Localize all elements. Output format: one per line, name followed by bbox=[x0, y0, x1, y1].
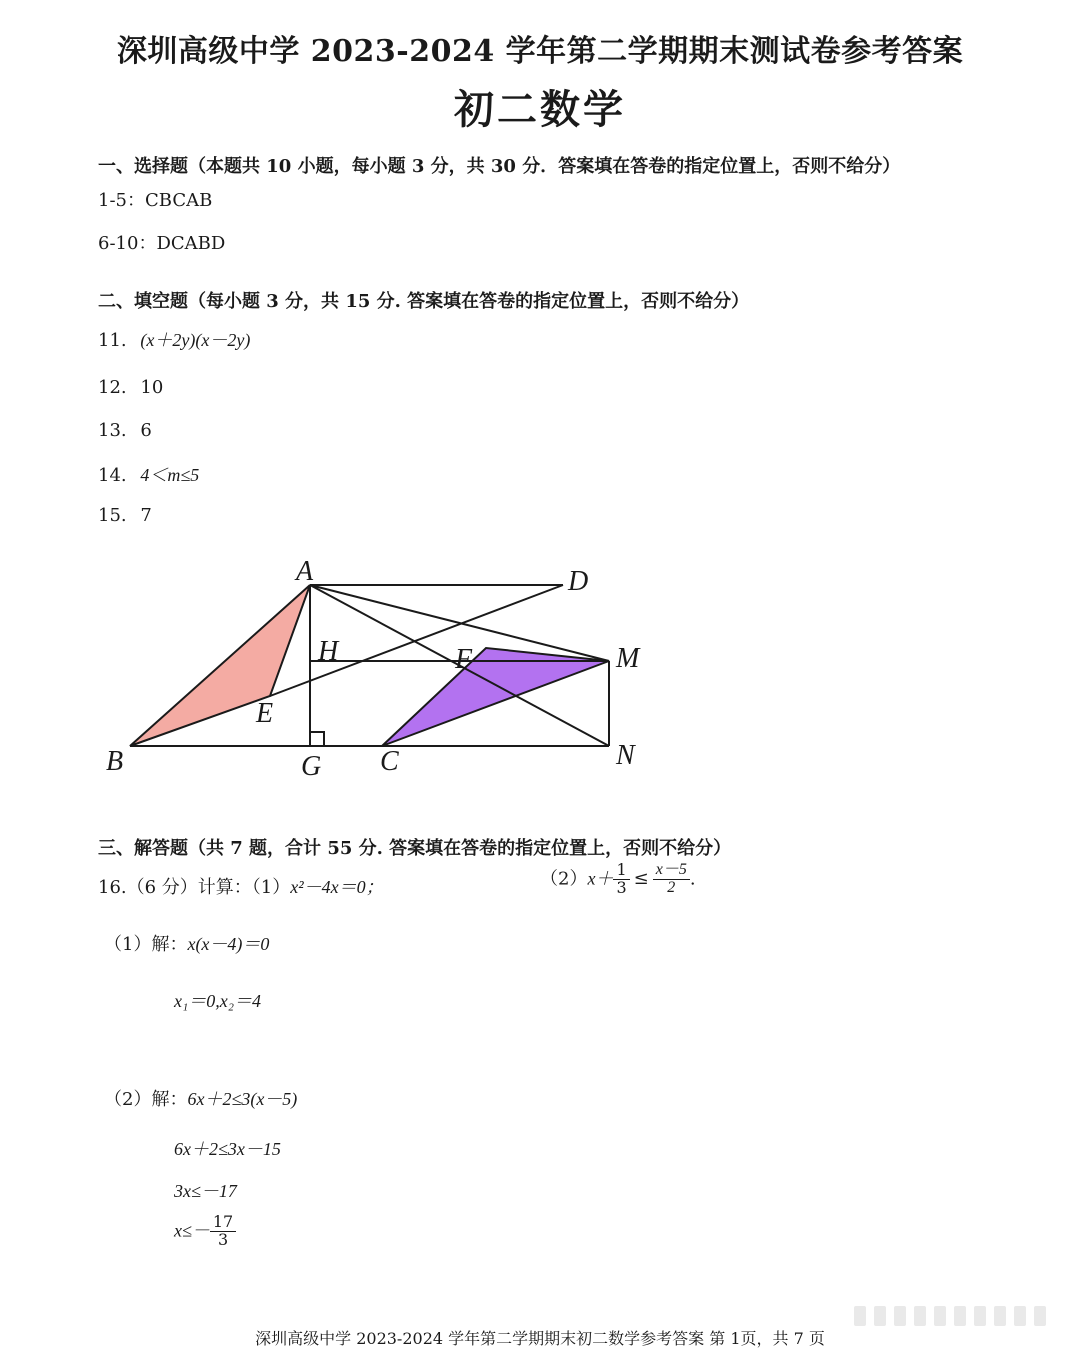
part2-lhs: x＋ bbox=[587, 868, 614, 889]
fill-answer-number: 14. bbox=[98, 465, 127, 486]
fraction-denominator: 3 bbox=[616, 877, 627, 897]
bar bbox=[1034, 1306, 1046, 1326]
solution-1-equation: x(x－4)＝0 bbox=[187, 934, 270, 954]
solution-2-step1 bbox=[104, 1085, 297, 1111]
label-m: M bbox=[616, 643, 640, 674]
solution-2-step4-lhs: x≤－ bbox=[174, 1220, 210, 1241]
bar bbox=[974, 1306, 986, 1326]
fraction-denominator: 2 bbox=[667, 878, 676, 896]
fill-answer-value: 6 bbox=[140, 420, 152, 441]
label-a: A bbox=[296, 556, 314, 587]
question-16-prefix: 16.（6 分）计算：（1） bbox=[98, 877, 291, 898]
section2-heading: 二、填空题（每小题 3 分，共 15 分. 答案填在答卷的指定位置上，否则不给分） bbox=[98, 291, 750, 312]
part2-end: . bbox=[689, 868, 696, 890]
bar bbox=[894, 1306, 906, 1326]
fill-answer-number: 12. bbox=[98, 377, 127, 398]
fraction-x-minus-5-over-2 bbox=[653, 862, 690, 897]
triangle-cfm bbox=[382, 648, 609, 746]
label-e: E bbox=[256, 698, 274, 729]
solution-1-step2: x₁＝0,x₂＝4 bbox=[174, 991, 261, 1011]
fraction-one-third bbox=[613, 862, 629, 897]
label-b: B bbox=[106, 746, 124, 777]
fill-answer-13 bbox=[98, 420, 152, 441]
bar bbox=[994, 1306, 1006, 1326]
solution-1-step1 bbox=[104, 930, 269, 956]
solution-2-label: （2）解： bbox=[104, 1089, 188, 1110]
subject-title: 初二数学 bbox=[454, 86, 626, 133]
solution-2-step4 bbox=[174, 1214, 236, 1249]
question-16 bbox=[98, 873, 384, 899]
document-title: 深圳高级中学 2023-2024 学年第二学期期末测试卷参考答案 bbox=[116, 34, 964, 69]
label-f: F bbox=[455, 644, 473, 675]
question-16-part1: x²－4x＝0； bbox=[290, 877, 384, 897]
label-n: N bbox=[616, 740, 635, 771]
bar bbox=[874, 1306, 886, 1326]
label-h: H bbox=[318, 636, 339, 667]
fill-answer-value: 4＜m≤5 bbox=[140, 465, 200, 485]
triangle-abe bbox=[130, 585, 310, 746]
solution-2-step3: 3x≤－17 bbox=[174, 1181, 237, 1201]
fill-answer-14 bbox=[98, 461, 199, 487]
choice-answers-6-10: 6-10：DCABD bbox=[98, 233, 226, 254]
fraction-17-over-3 bbox=[210, 1214, 236, 1249]
part2-relation: ≤ bbox=[633, 868, 649, 890]
page-footer: 深圳高级中学 2023-2024 学年第二学期期末初二数学参考答案 第 1页，共 7 页 bbox=[255, 1329, 825, 1348]
fill-answer-15 bbox=[98, 505, 152, 526]
geometry-figure bbox=[0, 550, 700, 790]
fill-answer-11 bbox=[98, 326, 250, 352]
solution-2-step2: 6x＋2≤3x－15 bbox=[174, 1139, 281, 1159]
fraction-numerator: x－5 bbox=[653, 862, 690, 880]
bar bbox=[854, 1306, 866, 1326]
right-angle-mark bbox=[310, 732, 324, 746]
fill-answer-number: 13. bbox=[98, 420, 127, 441]
bar bbox=[914, 1306, 926, 1326]
choice-answers-1-5: 1-5：CBCAB bbox=[98, 190, 213, 211]
section1-heading: 一、选择题（本题共 10 小题，每小题 3 分，共 30 分．答案填在答卷的指定位置上，否则不给分） bbox=[98, 156, 901, 177]
label-c: C bbox=[380, 746, 399, 777]
fraction-numerator: 1 bbox=[613, 862, 629, 880]
section3-heading: 三、解答题（共 7 题，合计 55 分. 答案填在答卷的指定位置上，否则不给分） bbox=[98, 838, 732, 859]
fraction-denominator: 3 bbox=[217, 1229, 229, 1249]
fill-answer-value: (x＋2y)(x－2y) bbox=[140, 330, 251, 350]
fill-answer-value: 7 bbox=[140, 505, 152, 526]
label-g: G bbox=[301, 751, 322, 782]
bar bbox=[1014, 1306, 1026, 1326]
question-16-part2 bbox=[540, 862, 696, 897]
fill-answer-number: 11. bbox=[98, 330, 127, 351]
label-d: D bbox=[568, 566, 589, 597]
fraction-numerator: 17 bbox=[210, 1214, 236, 1232]
part2-label: （2） bbox=[540, 868, 588, 890]
fill-answer-number: 15. bbox=[98, 505, 127, 526]
solution-1-label: （1）解： bbox=[104, 934, 188, 955]
fill-answer-12 bbox=[98, 377, 163, 398]
bar bbox=[934, 1306, 946, 1326]
solution-2-equation: 6x＋2≤3(x－5) bbox=[187, 1089, 298, 1109]
fill-answer-value: 10 bbox=[140, 377, 164, 398]
bar bbox=[954, 1306, 966, 1326]
